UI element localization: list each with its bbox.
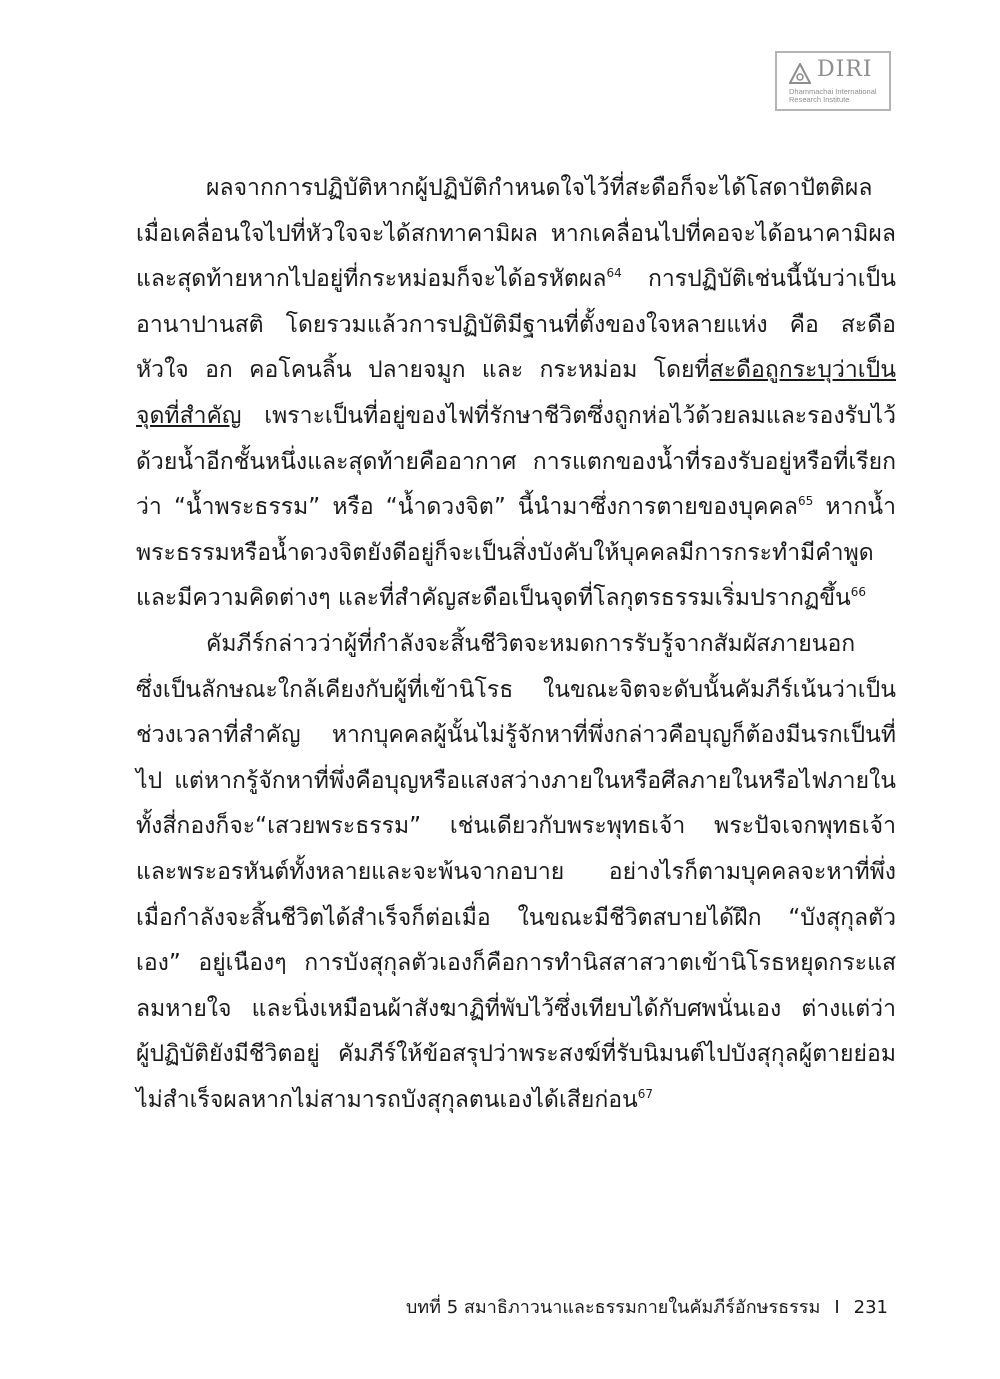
paragraph-line: คัมภีร์กล่าวว่าผู้ที่กำลังจะสิ้นชีวิตจะหมดการรับรู้จากสัมผัสภายนอก	[206, 630, 856, 657]
paragraph-line: พระธรรมหรือน้ำดวงจิตยังดีอยู่ก็จะเป็นสิ่งบังคับให้บุคคลมีการกระทำมีคำพูด	[136, 539, 874, 566]
footer-separator: I	[834, 1297, 840, 1318]
page-number: 231	[853, 1297, 888, 1318]
paragraph-line: เมื่อกำลังจะสิ้นชีวิตได้สำเร็จก็ต่อเมื่อ ในขณะมีชีวิตสบายได้ฝึก “บังสุกุลตัว	[136, 904, 896, 931]
footnote-ref-64: 64	[606, 266, 622, 281]
paragraph-line: จุดที่สำคัญ เพราะเป็นที่อยู่ของไฟที่รักษาชีวิตซึ่งถูกห่อไว้ด้วยลมและรองรับไว้	[136, 402, 896, 429]
underlined-text: สะดือถูกระบุว่าเป็น	[709, 357, 896, 384]
paragraph-line: ด้วยน้ำอีกชั้นหนึ่งและสุดท้ายคืออากาศ การแตกของน้ำที่รองรับอยู่หรือที่เรียก	[136, 448, 896, 475]
paragraph-line: ไม่สำเร็จผลหากไม่สามารถบังสุกุลตนเองได้เสียก่อน$^{67}$	[136, 1086, 654, 1113]
paragraph-line: หัวใจ อก คอโคนลิ้น ปลายจมูก และ กระหม่อม โดยที่สะดือถูกระบุว่าเป็น	[136, 357, 896, 384]
paragraph-line: และมีความคิดต่างๆ และที่สำคัญสะดือเป็นจุดที่โลกุตรธรรมเริ่มปรากฏขึ้น$^{66}$	[136, 585, 867, 612]
chapter-title: บทที่ 5 สมาธิภาวนาและธรรมกายในคัมภีร์อักษรธรรม	[405, 1297, 821, 1318]
footnote-ref-65: 65	[797, 494, 814, 509]
paragraph-line: และพระอรหันต์ทั้งหลายและจะพ้นจากอบาย อย่างไรก็ตามบุคคลจะหาที่พึ่ง	[136, 858, 896, 885]
footnote-ref-66: 66	[850, 585, 867, 600]
paragraph-line: ลมหายใจ และนิ่งเหมือนผ้าสังฆาฏิที่พับไว้ซึ่งเทียบได้กับศพนั่นเอง ต่างแต่ว่า	[136, 995, 896, 1022]
paragraph-line: ผู้ปฏิบัติยังมีชีวิตอยู่ คัมภีร์ให้ข้อสรุปว่าพระสงฆ์ที่รับนิมนต์ไปบังสุกุลผู้ตายย่อม	[136, 1041, 896, 1068]
logo-word: DIRI	[817, 57, 873, 82]
paragraph-line: ไป แต่หากรู้จักหาที่พึ่งคือบุญหรือแสงสว่างภายในหรือศีลภายในหรือไฟภายใน	[136, 767, 896, 794]
paragraph-line: เมื่อเคลื่อนใจไปที่หัวใจจะได้สกทาคามิผล หากเคลื่อนไปที่คอจะได้อนาคามิผล	[136, 220, 896, 247]
paragraph-line: ซึ่งเป็นลักษณะใกล้เคียงกับผู้ที่เข้านิโรธ ในขณะจิตจะดับนั้นคัมภีร์เน้นว่าเป็น	[136, 676, 896, 703]
page-footer	[406, 1292, 888, 1321]
footnote-ref-67: 67	[637, 1086, 654, 1101]
paragraph-line: เอง” อยู่เนืองๆ การบังสุกุลตัวเองก็คือการทำนิสสาสวาตเข้านิโรธหยุดกระแส	[136, 950, 896, 977]
paragraph-line: ว่า “น้ำพระธรรม” หรือ “น้ำดวงจิต” นี้นำมาซึ่งการตายของบุคคล$^{65}$ หากน้ำ	[136, 494, 896, 521]
diri-logo	[775, 51, 891, 111]
logo-subtitle: Dhammachai International Research Institute	[789, 87, 877, 104]
paragraph-line: อานาปานสติ โดยรวมแล้วการปฏิบัติมีฐานที่ตั้งของใจหลายแห่ง คือ สะดือ	[136, 311, 896, 338]
body-text	[136, 166, 896, 1123]
paragraph-line: ช่วงเวลาที่สำคัญ หากบุคคลผู้นั้นไม่รู้จักหาที่พึ่งกล่าวคือบุญก็ต้องมีนรกเป็นที่	[136, 722, 896, 749]
paragraph-line: และสุดท้ายหากไปอยู่ที่กระหม่อมก็จะได้อรหัตผล$^{64}$ การปฏิบัติเช่นนี้นับว่าเป็น	[136, 266, 896, 293]
paragraph-line: ทั้งสี่กองก็จะ“เสวยพระธรรม” เช่นเดียวกับพระพุทธเจ้า พระปัจเจกพุทธเจ้า	[136, 813, 896, 840]
underlined-text: จุดที่สำคัญ	[136, 402, 242, 429]
triangle-logo-icon	[789, 63, 811, 85]
paragraph-line: ผลจากการปฏิบัติหากผู้ปฏิบัติกำหนดใจไว้ที่สะดือก็จะได้โสดาปัตติผล	[206, 175, 873, 201]
